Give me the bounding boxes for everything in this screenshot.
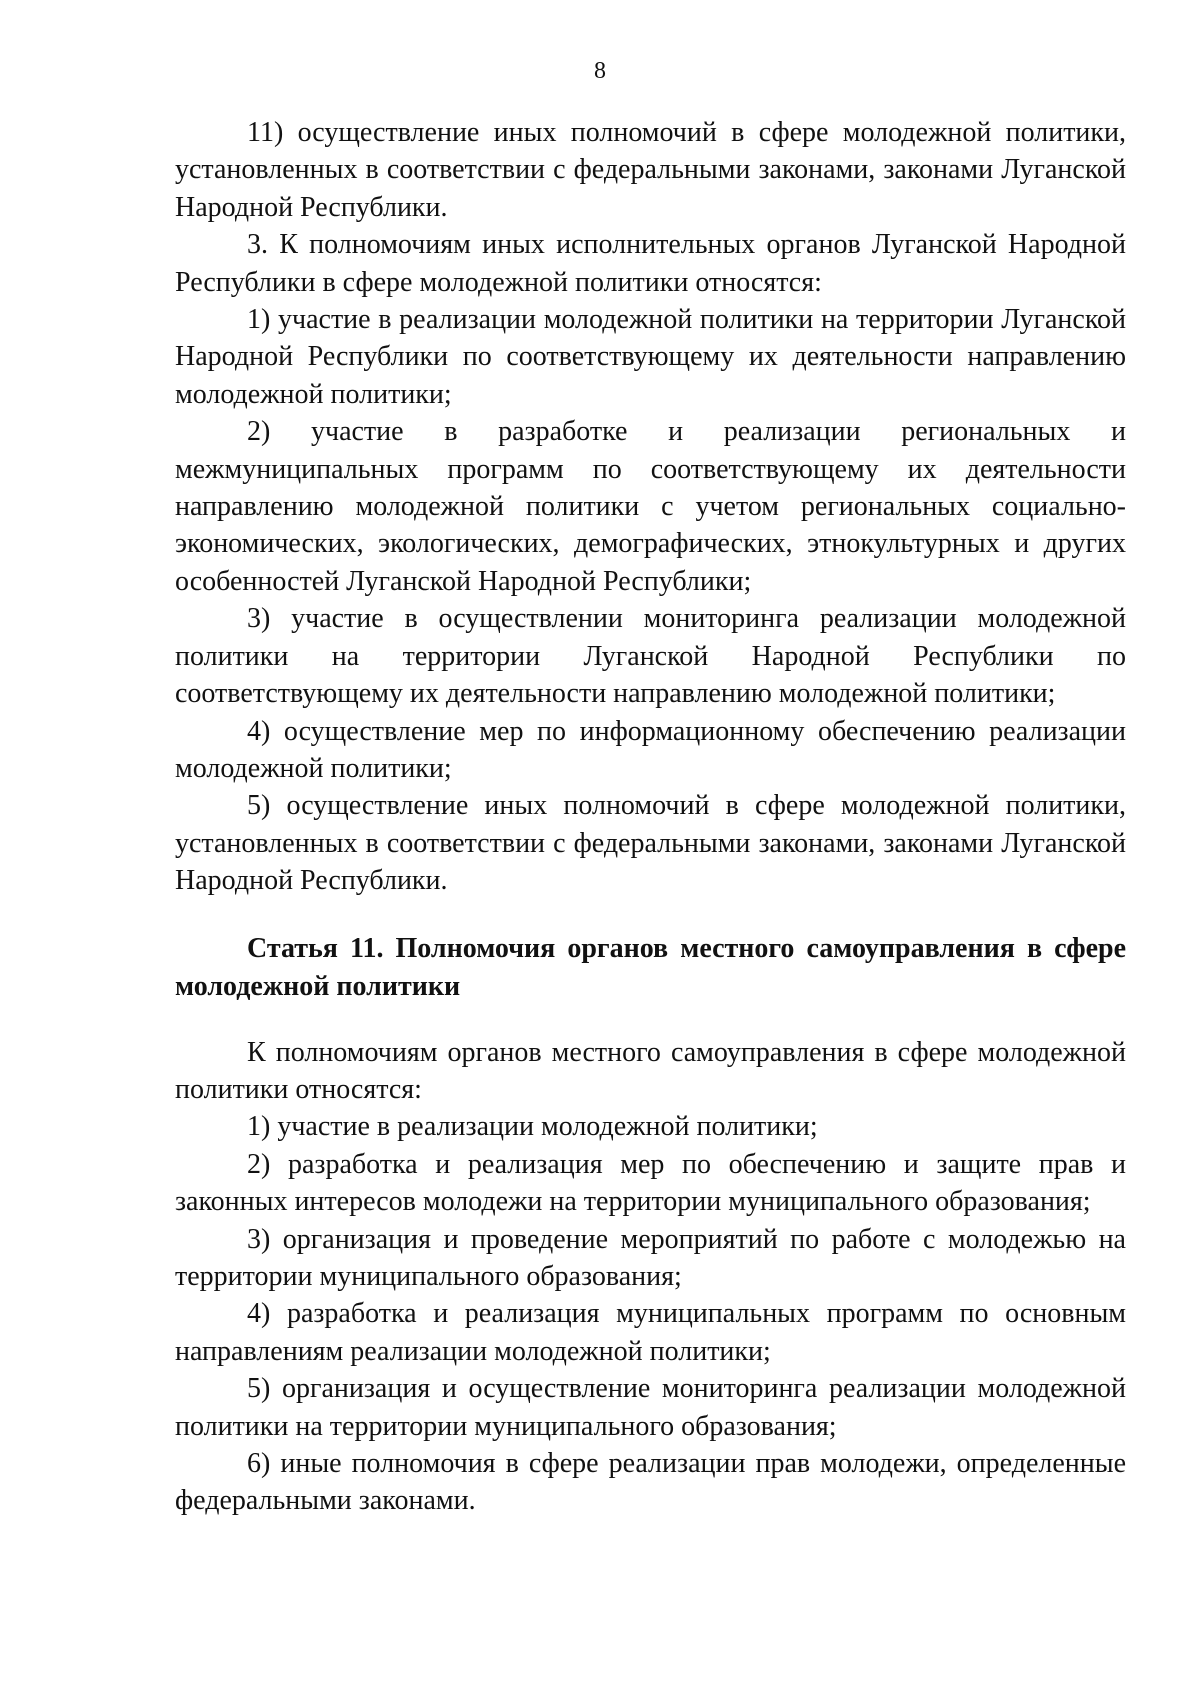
article-heading: Статья 11. Полномочия органов местного самоуправления в сфере молодежной политики: [175, 932, 1126, 1002]
paragraph-local-item-5: 5) организация и осуществление мониторинга реализации молодежной политики на территории муниципального образования;: [175, 1373, 1126, 1442]
paragraph-local-item-4: 4) разработка и реализация муниципальных программ по основным направлениям реализации молодежной политики;: [175, 1298, 1126, 1367]
paragraph-section-3-intro: 3. К полномочиям иных исполнительных органов Луганской Народной Республики в сфере молодежной политики относятся:: [175, 229, 1126, 298]
paragraph-item-3: 3) участие в осуществлении мониторинга реализации молодежной политики на территории Луганской Народной Республики по соответствующему их деятельности направлению молодежной политики;: [175, 603, 1126, 710]
paragraph-item-5: 5) осуществление иных полномочий в сфере молодежной политики, установленных в соответствии с федеральными законами, законами Луганской Народной Республики.: [175, 790, 1126, 897]
paragraph-local-item-3: 3) организация и проведение мероприятий по работе с молодежью на территории муниципального образования;: [175, 1223, 1126, 1292]
paragraph-local-item-6: 6) иные полномочия в сфере реализации прав молодежи, определенные федеральными законами.: [175, 1448, 1126, 1517]
paragraph-article-intro: К полномочиям органов местного самоуправления в сфере молодежной политики относятся:: [175, 1036, 1126, 1105]
paragraph-local-item-1: 1) участие в реализации молодежной политики;: [247, 1111, 818, 1143]
page-number: 8: [594, 58, 606, 84]
paragraph-item-1: 1) участие в реализации молодежной политики на территории Луганской Народной Республики по соответствующему их деятельности направлению молодежной политики;: [175, 304, 1126, 410]
paragraph-item-11: 11) осуществление иных полномочий в сфере молодежной политики, установленных в соответствии с федеральными законами, законами Луганской Народной Республики.: [175, 117, 1126, 223]
paragraph-item-4: 4) осуществление мер по информационному обеспечению реализации молодежной политики;: [175, 715, 1126, 784]
document-body: [175, 114, 1126, 1520]
paragraph-item-2: 2) участие в разработке и реализации региональных и межмуниципальных программ по соответствующему их деятельности направлению молодежной политики с учетом региональных социально-экономических, экологических, демографических, этнокультурных и других особенностей Луганской Народной Республики;: [175, 416, 1126, 597]
paragraph-local-item-2: 2) разработка и реализация мер по обеспечению и защите прав и законных интересов молодежи на территории муниципального образования;: [175, 1148, 1126, 1218]
